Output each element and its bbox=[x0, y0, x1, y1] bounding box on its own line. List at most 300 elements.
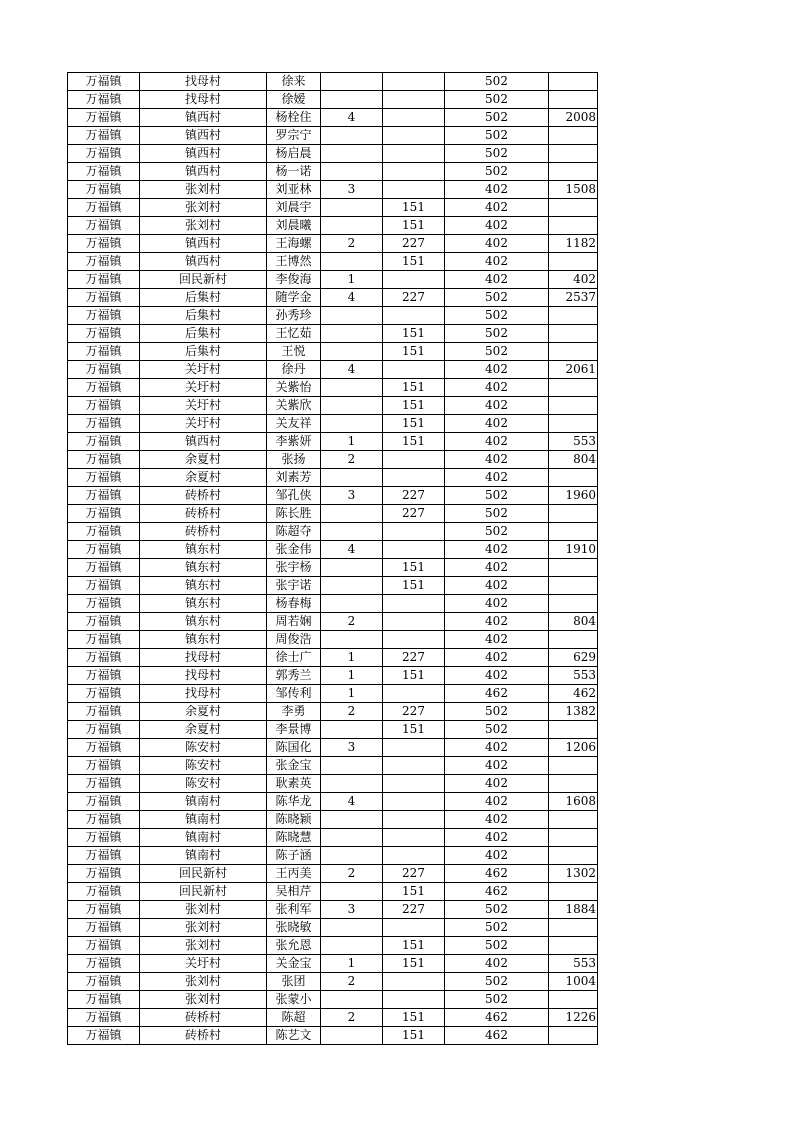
cell-amount-b: 402 bbox=[445, 415, 549, 433]
cell-total bbox=[549, 577, 598, 595]
cell-village: 后集村 bbox=[140, 325, 267, 343]
cell-amount-b: 402 bbox=[445, 811, 549, 829]
cell-name: 邹传利 bbox=[267, 685, 321, 703]
cell-town: 万福镇 bbox=[68, 541, 140, 559]
table-row bbox=[68, 343, 598, 361]
table-row bbox=[68, 973, 598, 991]
cell-village: 回民新村 bbox=[140, 883, 267, 901]
cell-household-size: 2 bbox=[321, 1009, 383, 1027]
cell-household-size bbox=[321, 325, 383, 343]
cell-town: 万福镇 bbox=[68, 415, 140, 433]
data-table bbox=[67, 72, 598, 1045]
cell-amount-a bbox=[383, 109, 445, 127]
cell-amount-a: 227 bbox=[383, 865, 445, 883]
cell-amount-b: 402 bbox=[445, 235, 549, 253]
cell-household-size bbox=[321, 505, 383, 523]
cell-town: 万福镇 bbox=[68, 793, 140, 811]
table-row bbox=[68, 91, 598, 109]
cell-amount-b: 502 bbox=[445, 937, 549, 955]
cell-town: 万福镇 bbox=[68, 379, 140, 397]
cell-amount-b: 402 bbox=[445, 739, 549, 757]
cell-name: 王海螺 bbox=[267, 235, 321, 253]
cell-amount-b: 462 bbox=[445, 865, 549, 883]
cell-total bbox=[549, 469, 598, 487]
cell-name: 杨春梅 bbox=[267, 595, 321, 613]
table-row bbox=[68, 1027, 598, 1045]
cell-total bbox=[549, 811, 598, 829]
cell-household-size bbox=[321, 937, 383, 955]
cell-amount-a bbox=[383, 631, 445, 649]
cell-amount-b: 402 bbox=[445, 361, 549, 379]
table-row bbox=[68, 451, 598, 469]
cell-amount-b: 402 bbox=[445, 613, 549, 631]
cell-village: 镇东村 bbox=[140, 541, 267, 559]
cell-name: 张宇杨 bbox=[267, 559, 321, 577]
cell-town: 万福镇 bbox=[68, 739, 140, 757]
cell-village: 后集村 bbox=[140, 307, 267, 325]
cell-amount-a bbox=[383, 469, 445, 487]
cell-village: 张刘村 bbox=[140, 217, 267, 235]
cell-village: 余夏村 bbox=[140, 721, 267, 739]
cell-household-size bbox=[321, 217, 383, 235]
cell-town: 万福镇 bbox=[68, 865, 140, 883]
cell-total bbox=[549, 199, 598, 217]
cell-total: 553 bbox=[549, 955, 598, 973]
cell-total bbox=[549, 919, 598, 937]
cell-amount-b: 502 bbox=[445, 523, 549, 541]
table-row bbox=[68, 433, 598, 451]
cell-amount-b: 402 bbox=[445, 469, 549, 487]
cell-household-size bbox=[321, 775, 383, 793]
cell-household-size bbox=[321, 379, 383, 397]
cell-total: 1226 bbox=[549, 1009, 598, 1027]
cell-town: 万福镇 bbox=[68, 775, 140, 793]
cell-name: 罗宗宁 bbox=[267, 127, 321, 145]
cell-village: 找母村 bbox=[140, 685, 267, 703]
table-row bbox=[68, 595, 598, 613]
cell-amount-a: 151 bbox=[383, 667, 445, 685]
cell-amount-b: 462 bbox=[445, 883, 549, 901]
table-row bbox=[68, 955, 598, 973]
cell-amount-b: 502 bbox=[445, 973, 549, 991]
cell-name: 关紫怡 bbox=[267, 379, 321, 397]
cell-total bbox=[549, 73, 598, 91]
cell-village: 找母村 bbox=[140, 667, 267, 685]
cell-amount-a: 151 bbox=[383, 433, 445, 451]
cell-household-size bbox=[321, 469, 383, 487]
cell-name: 李勇 bbox=[267, 703, 321, 721]
cell-amount-b: 402 bbox=[445, 775, 549, 793]
cell-household-size bbox=[321, 415, 383, 433]
cell-name: 张蒙小 bbox=[267, 991, 321, 1009]
cell-village: 镇西村 bbox=[140, 163, 267, 181]
cell-amount-a bbox=[383, 127, 445, 145]
cell-household-size: 1 bbox=[321, 685, 383, 703]
cell-total bbox=[549, 559, 598, 577]
cell-village: 镇西村 bbox=[140, 145, 267, 163]
cell-name: 张利军 bbox=[267, 901, 321, 919]
cell-amount-a: 227 bbox=[383, 505, 445, 523]
cell-amount-a bbox=[383, 361, 445, 379]
table-row bbox=[68, 667, 598, 685]
cell-name: 周俊浩 bbox=[267, 631, 321, 649]
cell-amount-b: 502 bbox=[445, 919, 549, 937]
cell-household-size: 2 bbox=[321, 451, 383, 469]
cell-village: 关圩村 bbox=[140, 415, 267, 433]
table-row bbox=[68, 631, 598, 649]
cell-town: 万福镇 bbox=[68, 91, 140, 109]
cell-name: 杨启晨 bbox=[267, 145, 321, 163]
cell-town: 万福镇 bbox=[68, 883, 140, 901]
cell-name: 杨栓住 bbox=[267, 109, 321, 127]
cell-name: 陈华龙 bbox=[267, 793, 321, 811]
cell-village: 砖桥村 bbox=[140, 1009, 267, 1027]
cell-amount-b: 402 bbox=[445, 595, 549, 613]
cell-town: 万福镇 bbox=[68, 991, 140, 1009]
cell-town: 万福镇 bbox=[68, 523, 140, 541]
cell-village: 张刘村 bbox=[140, 901, 267, 919]
table-row bbox=[68, 721, 598, 739]
table-row bbox=[68, 541, 598, 559]
cell-town: 万福镇 bbox=[68, 937, 140, 955]
cell-name: 陈长胜 bbox=[267, 505, 321, 523]
cell-amount-b: 462 bbox=[445, 1027, 549, 1045]
cell-amount-a: 227 bbox=[383, 649, 445, 667]
cell-amount-a: 227 bbox=[383, 235, 445, 253]
cell-total: 629 bbox=[549, 649, 598, 667]
cell-total bbox=[549, 775, 598, 793]
cell-village: 陈安村 bbox=[140, 757, 267, 775]
cell-town: 万福镇 bbox=[68, 631, 140, 649]
cell-total bbox=[549, 991, 598, 1009]
cell-amount-b: 502 bbox=[445, 721, 549, 739]
cell-total bbox=[549, 163, 598, 181]
cell-town: 万福镇 bbox=[68, 271, 140, 289]
cell-household-size: 2 bbox=[321, 865, 383, 883]
table-row bbox=[68, 271, 598, 289]
cell-name: 李景博 bbox=[267, 721, 321, 739]
cell-household-size: 4 bbox=[321, 361, 383, 379]
table-row bbox=[68, 991, 598, 1009]
cell-household-size: 3 bbox=[321, 181, 383, 199]
cell-household-size bbox=[321, 343, 383, 361]
cell-total: 1004 bbox=[549, 973, 598, 991]
table-row bbox=[68, 847, 598, 865]
cell-amount-a bbox=[383, 91, 445, 109]
cell-town: 万福镇 bbox=[68, 685, 140, 703]
table-row bbox=[68, 613, 598, 631]
cell-household-size: 1 bbox=[321, 955, 383, 973]
cell-town: 万福镇 bbox=[68, 217, 140, 235]
cell-total: 1206 bbox=[549, 739, 598, 757]
cell-village: 张刘村 bbox=[140, 181, 267, 199]
cell-village: 陈安村 bbox=[140, 775, 267, 793]
cell-name: 陈晓颖 bbox=[267, 811, 321, 829]
cell-town: 万福镇 bbox=[68, 487, 140, 505]
cell-total bbox=[549, 217, 598, 235]
cell-name: 张晓敏 bbox=[267, 919, 321, 937]
cell-amount-a bbox=[383, 145, 445, 163]
cell-total bbox=[549, 883, 598, 901]
cell-household-size: 2 bbox=[321, 703, 383, 721]
cell-household-size bbox=[321, 721, 383, 739]
table-row bbox=[68, 811, 598, 829]
cell-town: 万福镇 bbox=[68, 757, 140, 775]
cell-town: 万福镇 bbox=[68, 397, 140, 415]
cell-name: 王悦 bbox=[267, 343, 321, 361]
cell-town: 万福镇 bbox=[68, 433, 140, 451]
cell-town: 万福镇 bbox=[68, 577, 140, 595]
cell-household-size bbox=[321, 631, 383, 649]
cell-total bbox=[549, 505, 598, 523]
cell-total bbox=[549, 847, 598, 865]
cell-village: 镇西村 bbox=[140, 253, 267, 271]
cell-town: 万福镇 bbox=[68, 163, 140, 181]
cell-total bbox=[549, 595, 598, 613]
table-row bbox=[68, 685, 598, 703]
cell-village: 张刘村 bbox=[140, 937, 267, 955]
cell-household-size: 3 bbox=[321, 487, 383, 505]
cell-household-size: 4 bbox=[321, 109, 383, 127]
cell-town: 万福镇 bbox=[68, 721, 140, 739]
cell-total bbox=[549, 397, 598, 415]
cell-total bbox=[549, 307, 598, 325]
cell-town: 万福镇 bbox=[68, 343, 140, 361]
cell-name: 陈超夺 bbox=[267, 523, 321, 541]
cell-town: 万福镇 bbox=[68, 955, 140, 973]
cell-amount-a bbox=[383, 163, 445, 181]
cell-total bbox=[549, 145, 598, 163]
table-row bbox=[68, 865, 598, 883]
cell-village: 镇西村 bbox=[140, 127, 267, 145]
cell-town: 万福镇 bbox=[68, 451, 140, 469]
cell-household-size bbox=[321, 883, 383, 901]
cell-household-size bbox=[321, 397, 383, 415]
cell-amount-b: 502 bbox=[445, 145, 549, 163]
cell-amount-a bbox=[383, 73, 445, 91]
cell-name: 张宇诺 bbox=[267, 577, 321, 595]
cell-town: 万福镇 bbox=[68, 829, 140, 847]
cell-total: 1960 bbox=[549, 487, 598, 505]
cell-town: 万福镇 bbox=[68, 505, 140, 523]
cell-amount-a bbox=[383, 991, 445, 1009]
cell-name: 徐丹 bbox=[267, 361, 321, 379]
cell-town: 万福镇 bbox=[68, 901, 140, 919]
cell-amount-b: 402 bbox=[445, 829, 549, 847]
cell-village: 张刘村 bbox=[140, 919, 267, 937]
cell-town: 万福镇 bbox=[68, 973, 140, 991]
cell-amount-b: 502 bbox=[445, 703, 549, 721]
cell-name: 刘亚林 bbox=[267, 181, 321, 199]
cell-town: 万福镇 bbox=[68, 667, 140, 685]
table-row bbox=[68, 703, 598, 721]
table-body bbox=[68, 73, 598, 1045]
cell-amount-b: 402 bbox=[445, 379, 549, 397]
cell-amount-a: 151 bbox=[383, 325, 445, 343]
cell-total: 553 bbox=[549, 667, 598, 685]
cell-village: 镇东村 bbox=[140, 559, 267, 577]
cell-total: 1884 bbox=[549, 901, 598, 919]
cell-village: 镇南村 bbox=[140, 793, 267, 811]
cell-amount-b: 402 bbox=[445, 217, 549, 235]
cell-total bbox=[549, 253, 598, 271]
cell-amount-a: 151 bbox=[383, 199, 445, 217]
cell-amount-a: 151 bbox=[383, 577, 445, 595]
table-row bbox=[68, 415, 598, 433]
cell-total: 804 bbox=[549, 451, 598, 469]
cell-amount-a bbox=[383, 451, 445, 469]
cell-name: 陈子涵 bbox=[267, 847, 321, 865]
table-row bbox=[68, 73, 598, 91]
cell-town: 万福镇 bbox=[68, 811, 140, 829]
cell-amount-b: 402 bbox=[445, 559, 549, 577]
cell-town: 万福镇 bbox=[68, 847, 140, 865]
table-row bbox=[68, 559, 598, 577]
cell-amount-a bbox=[383, 595, 445, 613]
cell-total: 1182 bbox=[549, 235, 598, 253]
cell-village: 镇东村 bbox=[140, 631, 267, 649]
cell-town: 万福镇 bbox=[68, 919, 140, 937]
cell-town: 万福镇 bbox=[68, 703, 140, 721]
cell-name: 关友祥 bbox=[267, 415, 321, 433]
cell-household-size bbox=[321, 847, 383, 865]
cell-village: 找母村 bbox=[140, 91, 267, 109]
cell-total bbox=[549, 937, 598, 955]
cell-village: 陈安村 bbox=[140, 739, 267, 757]
cell-amount-a: 151 bbox=[383, 1009, 445, 1027]
cell-total: 402 bbox=[549, 271, 598, 289]
cell-amount-b: 502 bbox=[445, 307, 549, 325]
table-row bbox=[68, 109, 598, 127]
cell-amount-b: 502 bbox=[445, 163, 549, 181]
cell-amount-a bbox=[383, 847, 445, 865]
cell-household-size bbox=[321, 811, 383, 829]
cell-amount-b: 502 bbox=[445, 127, 549, 145]
cell-town: 万福镇 bbox=[68, 199, 140, 217]
cell-amount-b: 502 bbox=[445, 289, 549, 307]
cell-amount-b: 402 bbox=[445, 667, 549, 685]
table-row bbox=[68, 145, 598, 163]
cell-town: 万福镇 bbox=[68, 109, 140, 127]
cell-village: 关圩村 bbox=[140, 379, 267, 397]
cell-household-size: 1 bbox=[321, 433, 383, 451]
table-row bbox=[68, 325, 598, 343]
cell-household-size bbox=[321, 145, 383, 163]
cell-total: 553 bbox=[549, 433, 598, 451]
table-row bbox=[68, 307, 598, 325]
cell-town: 万福镇 bbox=[68, 235, 140, 253]
cell-village: 镇南村 bbox=[140, 829, 267, 847]
table-row bbox=[68, 379, 598, 397]
cell-amount-a bbox=[383, 811, 445, 829]
cell-village: 余夏村 bbox=[140, 451, 267, 469]
cell-village: 镇东村 bbox=[140, 595, 267, 613]
cell-town: 万福镇 bbox=[68, 73, 140, 91]
cell-household-size: 1 bbox=[321, 649, 383, 667]
table-row bbox=[68, 775, 598, 793]
cell-total: 1382 bbox=[549, 703, 598, 721]
cell-amount-a: 151 bbox=[383, 955, 445, 973]
cell-household-size: 4 bbox=[321, 541, 383, 559]
cell-household-size bbox=[321, 253, 383, 271]
cell-total: 804 bbox=[549, 613, 598, 631]
cell-town: 万福镇 bbox=[68, 1027, 140, 1045]
cell-village: 找母村 bbox=[140, 73, 267, 91]
cell-total bbox=[549, 829, 598, 847]
cell-name: 王博然 bbox=[267, 253, 321, 271]
cell-amount-a bbox=[383, 973, 445, 991]
cell-total bbox=[549, 523, 598, 541]
cell-amount-b: 402 bbox=[445, 181, 549, 199]
cell-amount-a bbox=[383, 739, 445, 757]
cell-village: 张刘村 bbox=[140, 973, 267, 991]
cell-amount-a bbox=[383, 685, 445, 703]
cell-town: 万福镇 bbox=[68, 325, 140, 343]
table-row bbox=[68, 1009, 598, 1027]
table-row bbox=[68, 127, 598, 145]
cell-amount-b: 402 bbox=[445, 253, 549, 271]
cell-household-size bbox=[321, 307, 383, 325]
table-row bbox=[68, 163, 598, 181]
table-row bbox=[68, 793, 598, 811]
cell-name: 陈国化 bbox=[267, 739, 321, 757]
table-row bbox=[68, 901, 598, 919]
cell-total: 2008 bbox=[549, 109, 598, 127]
cell-household-size: 1 bbox=[321, 271, 383, 289]
cell-total: 1608 bbox=[549, 793, 598, 811]
cell-name: 李紫妍 bbox=[267, 433, 321, 451]
cell-name: 张允恩 bbox=[267, 937, 321, 955]
cell-name: 徐来 bbox=[267, 73, 321, 91]
cell-amount-b: 502 bbox=[445, 109, 549, 127]
cell-household-size bbox=[321, 163, 383, 181]
table-row bbox=[68, 649, 598, 667]
cell-amount-a: 151 bbox=[383, 253, 445, 271]
cell-village: 回民新村 bbox=[140, 271, 267, 289]
cell-village: 砖桥村 bbox=[140, 523, 267, 541]
cell-household-size: 3 bbox=[321, 739, 383, 757]
cell-amount-b: 502 bbox=[445, 73, 549, 91]
cell-amount-b: 402 bbox=[445, 433, 549, 451]
cell-amount-b: 502 bbox=[445, 505, 549, 523]
cell-amount-a: 151 bbox=[383, 397, 445, 415]
cell-total bbox=[549, 631, 598, 649]
cell-total bbox=[549, 343, 598, 361]
cell-village: 余夏村 bbox=[140, 703, 267, 721]
table-row bbox=[68, 469, 598, 487]
cell-village: 关圩村 bbox=[140, 955, 267, 973]
cell-amount-a: 151 bbox=[383, 1027, 445, 1045]
cell-name: 陈超 bbox=[267, 1009, 321, 1027]
table-row bbox=[68, 757, 598, 775]
cell-town: 万福镇 bbox=[68, 613, 140, 631]
cell-household-size bbox=[321, 919, 383, 937]
cell-amount-a: 151 bbox=[383, 883, 445, 901]
cell-amount-b: 402 bbox=[445, 397, 549, 415]
cell-total bbox=[549, 127, 598, 145]
cell-amount-b: 502 bbox=[445, 991, 549, 1009]
cell-amount-b: 402 bbox=[445, 631, 549, 649]
cell-household-size: 3 bbox=[321, 901, 383, 919]
cell-amount-a bbox=[383, 613, 445, 631]
cell-total bbox=[549, 379, 598, 397]
cell-name: 王忆茹 bbox=[267, 325, 321, 343]
cell-name: 邹孔侠 bbox=[267, 487, 321, 505]
cell-amount-b: 402 bbox=[445, 847, 549, 865]
cell-household-size bbox=[321, 91, 383, 109]
cell-village: 回民新村 bbox=[140, 865, 267, 883]
table-row bbox=[68, 199, 598, 217]
